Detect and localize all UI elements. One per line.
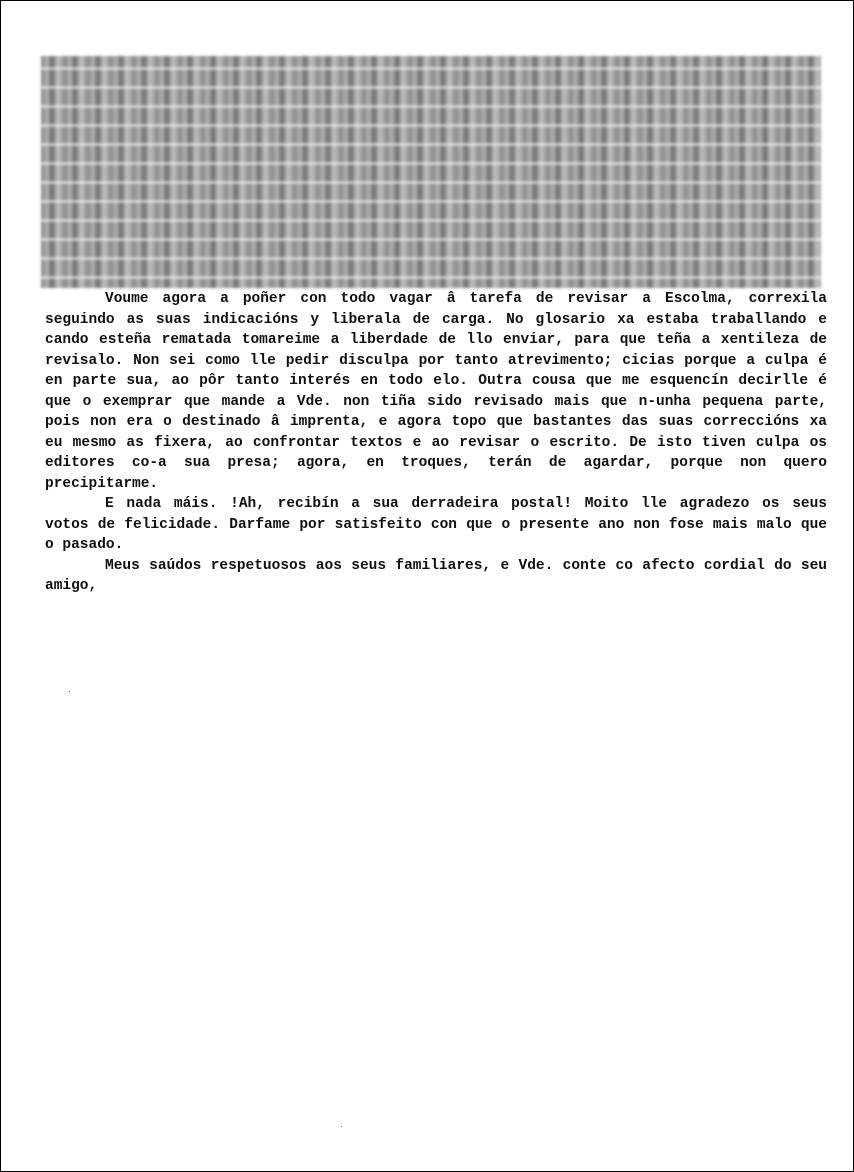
- paper-speck: [69, 691, 70, 692]
- letter-paragraph-2: E nada máis. !Ah, recibín a sua derradeira postal! Moito lle agradezo os seus votos de felicidade. Darfame por satisfeito con que o presente ano non fose mais malo que o pasado.: [45, 496, 827, 553]
- letter-body: [45, 289, 827, 597]
- paper-speck: [341, 1126, 342, 1127]
- letter-paragraph-3: Meus saúdos respetuosos aos seus familiares, e Vde. conte co afecto cordial do seu amigo,: [45, 557, 827, 594]
- letter-paragraph-1: Voume agora a poñer con todo vagar â tarefa de revisar a Escolma, correxila seguindo as suas indicacións y liberala de carga. No glosario xa estaba traballando e cando esteña rematada tomareime a liberdade de llo enviar, para que teña a xentileza de revisalo. Non sei como lle pedir disculpa por tanto atrevimento; cicias porque a culpa é en parte sua, ao pôr tanto interés en todo elo. Outra cousa que me esquencín decirlle é que o exemprar que mande a Vde. non tiña sido revisado mais que n-unha pequena parte, pois non era o destinado â imprenta, e agora topo que bastantes das suas correccións xa eu mesmo as fixera, ao confrontar textos e ao revisar o escrito. De isto tiven culpa os editores co-a sua presa; agora, en troques, terán de agardar, porque non quero precipitarme.: [45, 291, 827, 492]
- redacted-blurred-text-block: [41, 56, 821, 288]
